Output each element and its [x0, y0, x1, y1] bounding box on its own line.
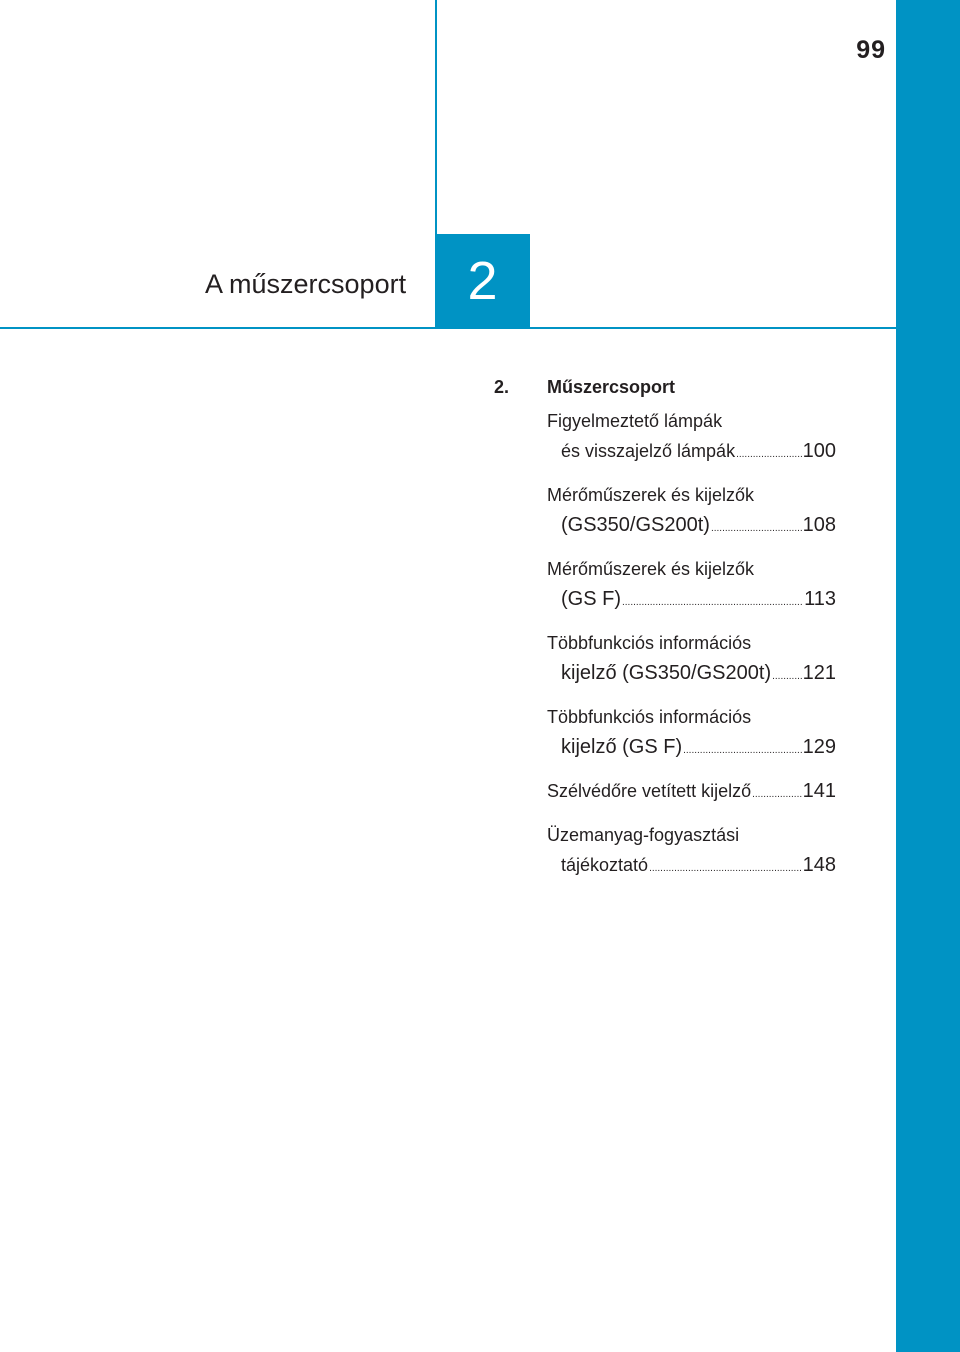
leader-dots [772, 662, 802, 692]
leader-dots [711, 514, 802, 544]
toc-entry-line1: Üzemanyag-fogyasztási [547, 825, 740, 845]
chapter-number-box [435, 234, 530, 329]
leader-dots [736, 440, 802, 470]
toc-entry-hud[interactable] [547, 776, 836, 810]
toc-entry-line2: (GS350/GS200t) [561, 514, 710, 536]
toc-entry-line1: Szélvédőre vetített kijelző [547, 781, 752, 801]
toc-entry-mid-gsf[interactable] [547, 702, 836, 766]
toc-entry-page: 108 [802, 514, 836, 536]
toc-entry-line1: Többfunkciós információs [547, 707, 752, 727]
chapter-title: A műszercsoport [205, 269, 407, 299]
toc-entry-line1: Mérőműszerek és kijelzők [547, 485, 755, 505]
toc-entry-page: 113 [804, 588, 836, 610]
toc-entry-page: 121 [802, 662, 836, 684]
toc-entry-gauges-gs350[interactable] [547, 480, 836, 544]
vertical-divider [435, 0, 437, 234]
toc-entry-warning-lights[interactable] [547, 406, 836, 470]
toc-entry-line2: és visszajelző lámpák [561, 441, 736, 461]
toc-entry-page: 148 [802, 854, 836, 876]
table-of-contents [494, 372, 836, 894]
leader-dots [683, 736, 802, 766]
chapter-number: 2 [467, 251, 498, 311]
toc-entry-fuel-consumption[interactable] [547, 820, 836, 884]
toc-entry-line2: (GS F) [561, 588, 621, 610]
toc-entry-line1: Mérőműszerek és kijelzők [547, 559, 755, 579]
toc-entry-page: 100 [802, 440, 836, 462]
toc-entry-line1: Figyelmeztető lámpák [547, 411, 723, 431]
toc-entry-page: 129 [802, 736, 836, 758]
section-heading[interactable] [494, 372, 836, 402]
toc-entry-line2: kijelző (GS350/GS200t) [561, 662, 772, 684]
toc-entry-page: 141 [802, 780, 836, 802]
page-number: 99 [856, 36, 886, 64]
toc-entry-gauges-gsf[interactable] [547, 554, 836, 618]
section-title: Műszercsoport [547, 377, 676, 397]
leader-dots [752, 780, 802, 810]
leader-dots [622, 588, 803, 618]
toc-entry-mid-gs350[interactable] [547, 628, 836, 692]
toc-entry-line2: kijelző (GS F) [561, 736, 683, 758]
leader-dots [649, 854, 802, 884]
side-tab-bar [896, 0, 960, 1352]
section-number: 2. [494, 377, 510, 397]
toc-entry-line1: Többfunkciós információs [547, 633, 752, 653]
toc-entry-line2: tájékoztató [561, 855, 649, 875]
